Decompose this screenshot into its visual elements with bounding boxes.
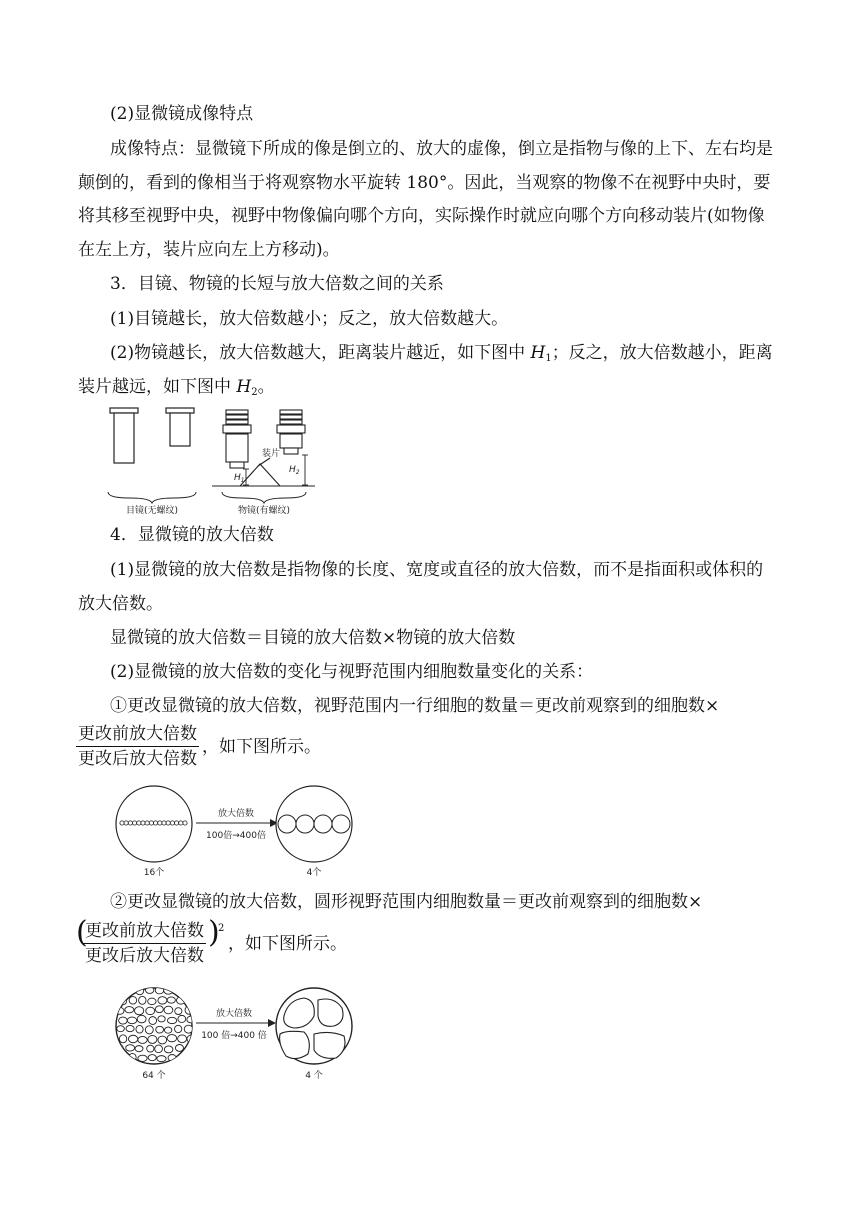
small-cell [126, 1045, 135, 1051]
small-cell [136, 987, 144, 995]
h2-measure [302, 455, 308, 485]
small-cell [138, 1036, 147, 1043]
small-cell [175, 1025, 182, 1032]
small-cell [188, 997, 196, 1004]
small-cell [175, 1044, 183, 1051]
paragraph-line: 在左上方，装片应向左上方移动)。 [78, 240, 340, 260]
arrow-label-bottom: 100倍→400倍 [206, 831, 266, 841]
small-cell [188, 1055, 196, 1063]
small-cell [129, 1053, 136, 1061]
small-cell [138, 1055, 147, 1061]
small-cell [119, 1054, 127, 1061]
small-cell [148, 1035, 157, 1043]
paragraph-line: 成像特点：显微镜下所成的像是倒立的、放大的虚像，倒立是指物与像的上下、左右均是 [110, 139, 773, 159]
small-cell [136, 1025, 143, 1033]
small-cell [124, 821, 128, 825]
small-cell [187, 1035, 196, 1043]
paragraph-line: (2)物镜越长，放大倍数越大，距离装片越近，如下图中 $H_1$；反之，放大倍数越小，距离 [110, 343, 773, 364]
small-cell [126, 1025, 134, 1031]
objective-brace [222, 492, 306, 503]
small-cell [145, 1026, 153, 1034]
paragraph-line: 放大倍数。 [78, 594, 163, 614]
eyepiece-brace [108, 492, 196, 503]
small-cell [135, 1046, 143, 1052]
objective-caption: 物镜(有螺纹) [237, 506, 291, 516]
small-cell [146, 1007, 155, 1014]
small-cell [137, 1015, 146, 1023]
small-cell [176, 997, 185, 1004]
small-cell [148, 998, 156, 1005]
small-cell [184, 1025, 192, 1033]
h1-variable: H [530, 343, 546, 363]
small-cell [154, 821, 158, 825]
formula-line: 显微镜的放大倍数＝目镜的放大倍数×物镜的放大倍数 [110, 628, 516, 648]
arrow-label-top: 放大倍数 [215, 1009, 253, 1019]
count-before: 64 个 [142, 1071, 166, 1081]
count-before: 16个 [143, 868, 165, 878]
section-4-heading: 4．显微镜的放大倍数 [110, 525, 274, 545]
small-cell [178, 1035, 187, 1043]
small-cell [128, 821, 132, 825]
eyepiece-caption: 目镜(无螺纹) [125, 506, 179, 516]
small-cell [164, 1006, 173, 1014]
small-cell [115, 1044, 123, 1052]
count-after: 4个 [306, 868, 322, 878]
h2-label: $H_2$ [289, 465, 300, 476]
small-cell [119, 1035, 126, 1043]
h2-variable: H [236, 377, 252, 397]
small-cell [167, 1035, 177, 1042]
small-cell [167, 1017, 176, 1023]
small-cell [173, 988, 182, 994]
small-cell [178, 1054, 186, 1061]
count-after: 4 个 [305, 1071, 323, 1081]
case-2-tail: ，如下图所示。 [228, 934, 347, 954]
case-1-line: ①更改显微镜的放大倍数，视野范围内一行细胞的数量＝更改前观察到的细胞数× [110, 696, 720, 716]
small-cell [133, 821, 137, 825]
small-cell [148, 1055, 156, 1061]
small-cell [117, 1026, 125, 1032]
small-cell [179, 821, 183, 825]
paragraph-line: (1)目镜越长，放大倍数越小；反之，放大倍数越大。 [110, 309, 509, 329]
small-cell [183, 821, 187, 825]
h1-label: $H_1$ [234, 473, 245, 484]
paragraph-line: (1)显微镜的放大倍数是指物像的长度、宽度或直径的放大倍数，而不是指面积或体积的 [110, 560, 764, 580]
paragraph-line: (2)显微镜的放大倍数的变化与视野范围内细胞数量变化的关系： [110, 662, 594, 682]
ratio-fraction: 更改前放大倍数 更改后放大倍数 [78, 724, 197, 769]
imaging-heading: (2)显微镜成像特点 [110, 104, 254, 124]
ratio-fraction-squared: 更改前放大倍数 更改后放大倍数 [85, 921, 204, 966]
small-cell [170, 821, 174, 825]
paragraph-line: 装片越远，如下图中 $H_2$。 [78, 377, 275, 398]
small-cell [158, 1036, 167, 1044]
small-cell [128, 1035, 137, 1042]
small-cell [129, 996, 137, 1004]
small-cell [157, 1056, 166, 1062]
field-cells-figure [108, 978, 368, 1082]
small-cell [125, 1007, 134, 1013]
small-cell [155, 1006, 163, 1013]
small-cell [178, 1015, 186, 1022]
small-cell [166, 821, 170, 825]
small-cell [145, 821, 149, 825]
paragraph-line: 颠倒的，看到的像相当于将观察物水平旋转 180°。因此，当观察的物像不在视野中央时，要 [78, 173, 771, 193]
small-cell [164, 1027, 171, 1033]
small-cell [120, 821, 124, 825]
small-cell [137, 821, 141, 825]
arrow-label-top: 放大倍数 [217, 809, 255, 819]
small-cell [156, 1026, 164, 1033]
small-cell [126, 987, 133, 995]
row-cells-figure [110, 782, 370, 878]
paren-close: ) [208, 915, 220, 950]
small-cell [141, 821, 145, 825]
objective-long [223, 410, 251, 468]
paren-open: ( [76, 915, 88, 950]
small-cell [149, 821, 153, 825]
small-cell [147, 1045, 154, 1052]
eyepiece-short [166, 408, 194, 446]
square-exponent: 2 [218, 923, 225, 934]
small-cell [155, 1045, 163, 1053]
arrow-label-bottom: 100 倍→400 倍 [201, 1031, 267, 1041]
small-cell [119, 1017, 128, 1024]
small-cell [175, 821, 179, 825]
small-cell [135, 1007, 144, 1015]
case-2-line: ②更改显微镜的放大倍数，圆形视野范围内细胞数量＝更改前观察到的细胞数× [110, 892, 703, 912]
small-cell [175, 1008, 182, 1015]
section-3-heading: 3．目镜、物镜的长短与放大倍数之间的关系 [110, 274, 444, 294]
small-cell [184, 988, 193, 995]
small-cell [116, 988, 123, 995]
small-cell [164, 1046, 173, 1053]
small-cell [162, 821, 166, 825]
small-cell [158, 997, 167, 1004]
lens-figure [100, 406, 325, 516]
small-cell [127, 1017, 136, 1024]
small-cell [158, 821, 162, 825]
small-cell [167, 997, 175, 1003]
small-cell [139, 996, 146, 1004]
case-1-tail: ，如下图所示。 [202, 737, 321, 757]
eyepiece-long [110, 408, 138, 463]
small-cell [149, 1017, 157, 1025]
objective-short [277, 410, 305, 454]
small-cell [158, 1016, 165, 1022]
paragraph-line: 将其移至视野中央，视野中物像偏向哪个方向，实际操作时就应向哪个方向移动装片(如物像 [78, 206, 765, 226]
small-cell [187, 1016, 195, 1023]
slide-label: 装片 [262, 449, 281, 459]
